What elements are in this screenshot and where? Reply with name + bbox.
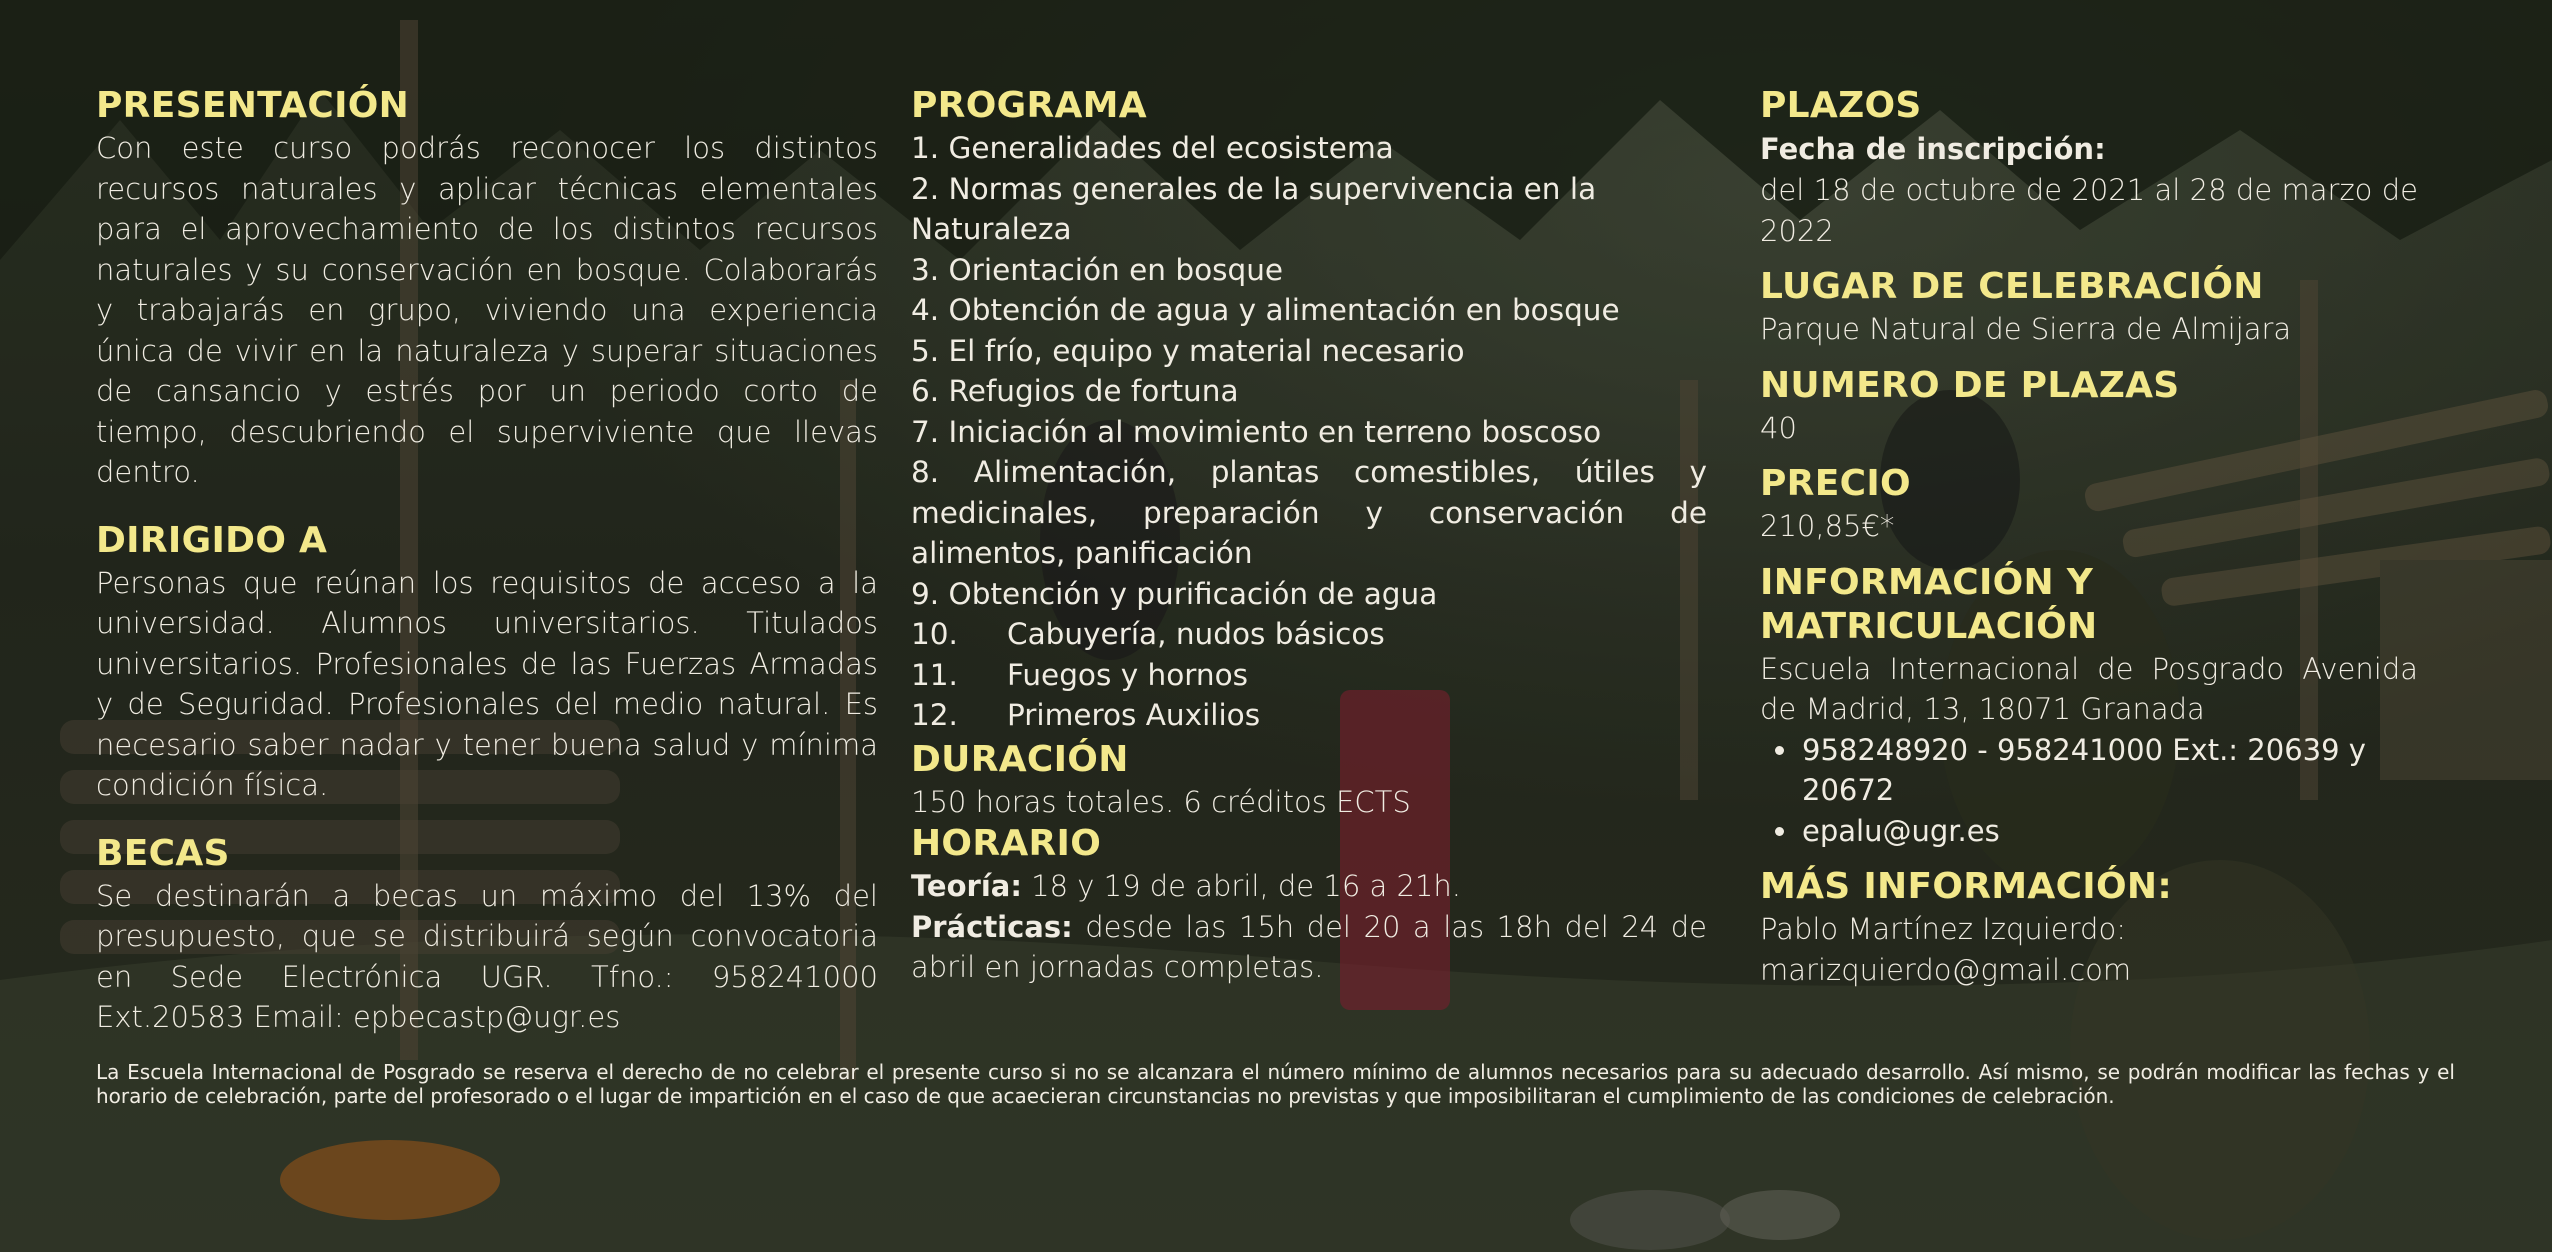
lugar-text: Parque Natural de Sierra de Almijara (1760, 312, 2292, 346)
plazos-text: del 18 de octubre de 2021 al 28 de marzo de 2022 (1760, 173, 2418, 248)
mas-informacion-heading: MÁS INFORMACIÓN: (1760, 866, 2173, 907)
dirigido-text: Personas que reúnan los requisitos de acceso a la universidad. Alumnos universitarios. Titulados universitarios. Profesionales de las Fuerzas Armadas y de Seguridad. Profesionales del medio natural. Es necesario saber nadar y tener buena salud y mínima condición física. (96, 565, 878, 802)
mas-informacion-email-link[interactable]: marizquierdo@gmail.com (1760, 952, 2132, 987)
informacion-contact-list (1760, 730, 2418, 852)
becas-heading: BECAS (96, 832, 230, 874)
programa-item: 7. Iniciación al movimiento en terreno boscoso (911, 414, 1602, 449)
column-left (96, 84, 878, 1064)
programa-item: 10. Cabuyería, nudos básicos (911, 617, 1385, 651)
plazas-heading: NUMERO DE PLAZAS (1760, 364, 2180, 406)
teoria-text: 18 y 19 de abril, de 16 a 21h. (1021, 869, 1461, 903)
plazas-text: 40 (1760, 410, 1797, 445)
horario-teoria (911, 866, 1707, 907)
plazos-subheading: Fecha de inscripción: (1760, 132, 2106, 166)
programa-item: 11. Fuegos y hornos (911, 657, 1249, 692)
informacion-phone: • 958248920 - 958241000 Ext.: 20639 y 20672 (1800, 730, 2418, 811)
programa-item: 6. Refugios de fortuna (911, 374, 1239, 408)
becas-text: Se destinarán a becas un máximo del 13% del presupuesto, que se distribuirá según convocatoria en Sede Electrónica UGR. Tfno.: 958241000 Ext.20583 Email: epbecastp@ugr.es (96, 878, 878, 1034)
presentacion-text: Con este curso podrás reconocer los distintos recursos naturales y aplicar técnicas elementales para el aprovechamiento de los distintos recursos naturales y su conservación en bosque. Colaborarás y trabajarás en grupo, viviendo una experiencia única de vivir en la naturaleza y superar situaciones de cansancio y estrés por un periodo corto de tiempo, descubriendo el superviviente que llevas dentro. (96, 131, 878, 489)
practicas-label: Prácticas: (911, 909, 1073, 944)
programa-list (911, 128, 1707, 736)
horario-practicas (911, 907, 1707, 988)
programa-item: 12. Primeros Auxilios (911, 698, 1261, 732)
informacion-text: Escuela Internacional de Posgrado Avenida de Madrid, 13, 18071 Granada (1760, 651, 2418, 726)
presentacion-heading: PRESENTACIÓN (96, 85, 410, 126)
precio-text: 210,85€* (1760, 509, 1895, 543)
column-middle (911, 84, 1707, 988)
programa-item: 9. Obtención y purificación de agua (911, 576, 1438, 611)
lugar-heading: LUGAR DE CELEBRACIÓN (1760, 266, 2264, 307)
programa-item: 3. Orientación en bosque (911, 252, 1284, 287)
precio-heading: PRECIO (1760, 463, 1911, 504)
teoria-label: Teoría: (911, 869, 1022, 903)
duracion-text: 150 horas totales. 6 créditos ECTS (911, 784, 1411, 819)
programa-item: 1. Generalidades del ecosistema (911, 131, 1394, 165)
programa-item: 4. Obtención de agua y alimentación en bosque (911, 293, 1620, 327)
mas-informacion-name: Pablo Martínez Izquierdo: (1760, 912, 2126, 946)
plazos-heading: PLAZOS (1760, 85, 1922, 126)
dirigido-heading: DIRIGIDO A (96, 519, 328, 561)
horario-heading: HORARIO (911, 823, 1102, 864)
disclaimer-footer: La Escuela Internacional de Posgrado se reserva el derecho de no celebrar el presente curso si no se alcanzara el número mínimo de alumnos necesarios para su adecuado desarrollo. Así mismo, se podrán modificar las fechas y el horario de celebración, parte del profesorado o el lugar de impartición en el caso de que acaecieran circunstancias no previstas y que imposibilitaran el cumplimiento de las condiciones de celebración. (96, 1060, 2455, 1108)
informacion-heading: INFORMACIÓN Y MATRICULACIÓN (1760, 561, 2098, 647)
programa-item: 5. El frío, equipo y material necesario (911, 333, 1465, 368)
practicas-text: desde las 15h del 20 a las 18h del 24 de abril en jornadas completas. (911, 909, 1707, 984)
programa-heading: PROGRAMA (911, 85, 1147, 126)
informacion-email-link[interactable]: • epalu@ugr.es (1800, 811, 2418, 852)
programa-item: 2. Normas generales de la supervivencia en la Naturaleza (911, 171, 1597, 246)
programa-item: 8. Alimentación, plantas comestibles, útiles y medicinales, preparación y conservación de alimentos, panificación (911, 455, 1707, 570)
duracion-heading: DURACIÓN (911, 738, 1129, 780)
column-right (1760, 84, 2418, 990)
